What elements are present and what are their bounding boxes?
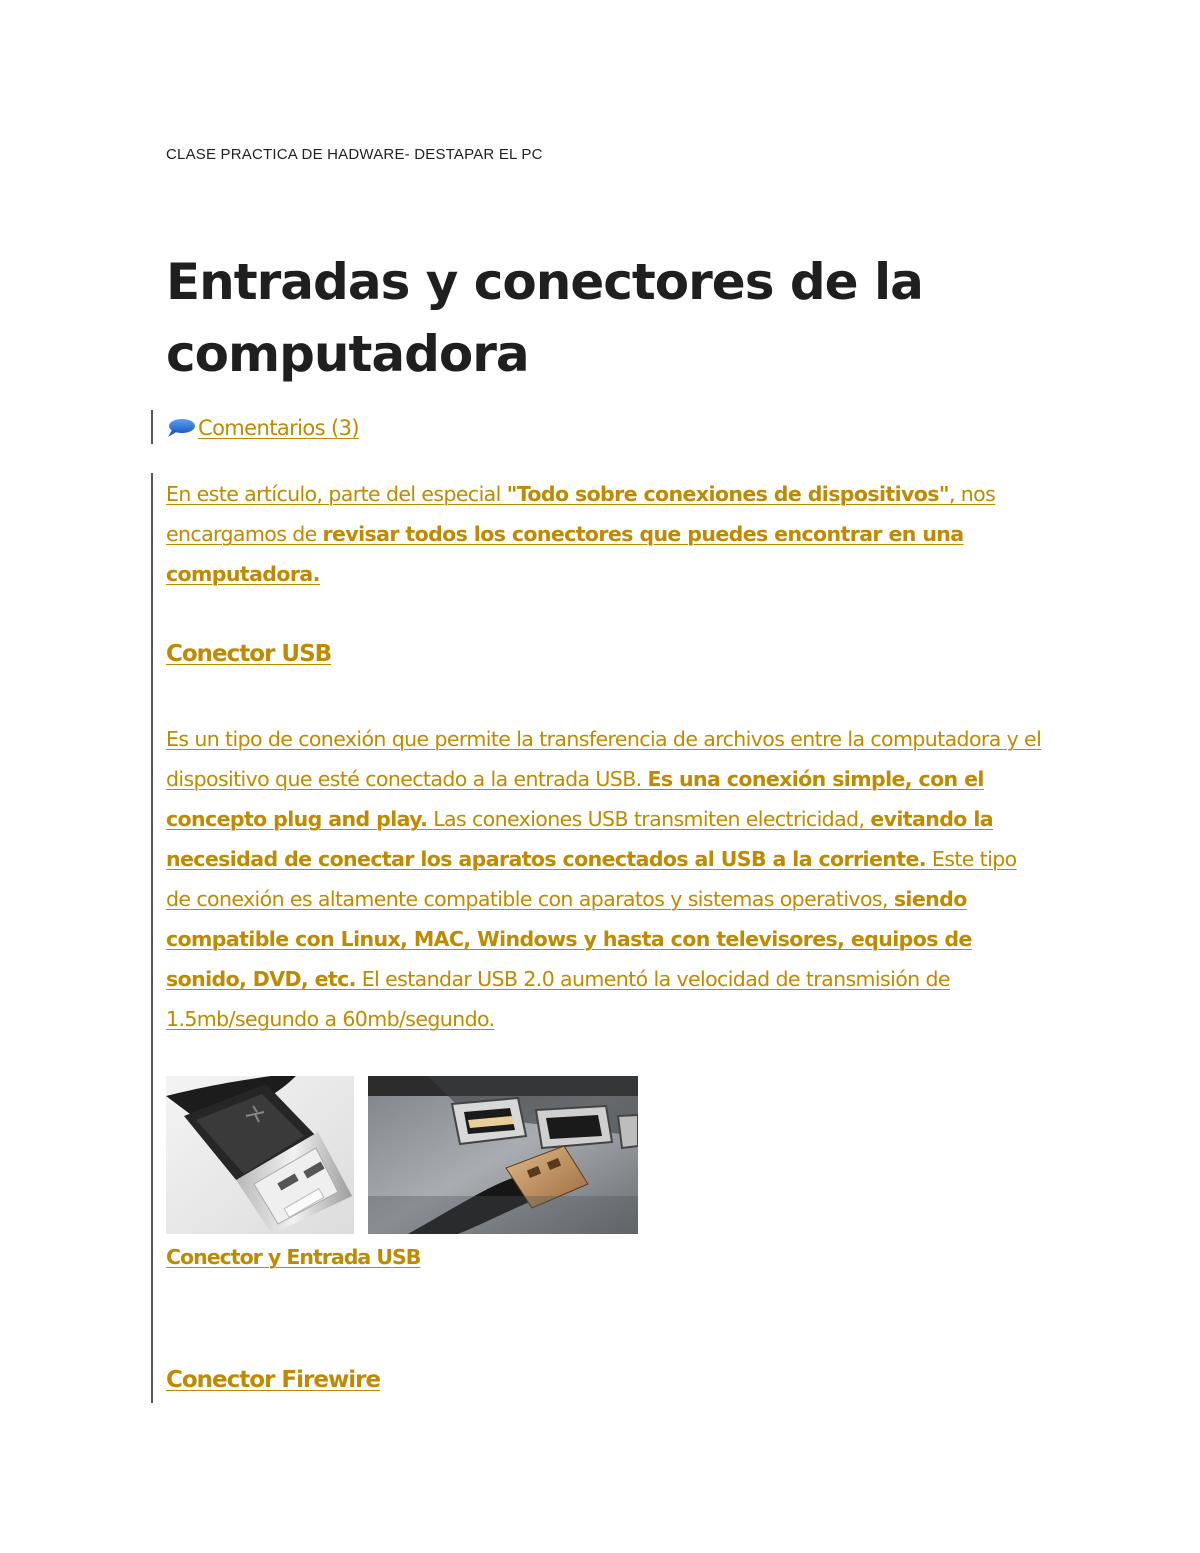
usb-text: El estandar USB 2.0 aumentó la velocidad de transmisión de 1.5mb/segundo a 60mb/segundo. xyxy=(166,967,950,1031)
usb-paragraph[interactable] xyxy=(166,719,1046,1039)
usb-text: Este tipo de conexión es altamente compatible con aparatos y sistemas operativos, xyxy=(166,847,1017,911)
usb-text: Las conexiones USB transmiten electricidad, xyxy=(427,807,871,831)
revision-bar xyxy=(151,473,153,1403)
usb-text: Es un tipo de conexión que permite la transferencia de archivos entre la computadora y el dispositivo que esté conectado a la entrada USB. xyxy=(166,727,1042,791)
comments-label: Comentarios (3) xyxy=(198,416,359,440)
comments-link[interactable] xyxy=(166,416,359,440)
page-title: Entradas y conectores de la computadora xyxy=(166,253,923,383)
usb-port-photo xyxy=(368,1076,638,1234)
usb-bold: evitando la necesidad de conectar los aparatos conectados al USB a la corriente. xyxy=(166,807,993,871)
intro-paragraph[interactable] xyxy=(166,474,1046,594)
image-caption[interactable]: Conector y Entrada USB xyxy=(166,1245,421,1269)
document-header: CLASE PRACTICA DE HADWARE- DESTAPAR EL PC xyxy=(166,146,543,163)
intro-bold: "Todo sobre conexiones de dispositivos" xyxy=(506,482,949,506)
usb-heading[interactable]: Conector USB xyxy=(166,641,332,667)
speech-bubble-icon xyxy=(166,418,196,438)
intro-text: En este artículo, parte del especial xyxy=(166,482,507,506)
firewire-heading[interactable]: Conector Firewire xyxy=(166,1367,381,1393)
intro-text: , nos encargamos de xyxy=(166,482,996,546)
usb-bold: Es una conexión simple, con el concepto plug and play. xyxy=(166,767,984,831)
usb-plug-photo xyxy=(166,1076,354,1234)
intro-bold: revisar todos los conectores que puedes encontrar en una computadora. xyxy=(166,522,964,586)
usb-bold: siendo compatible con Linux, MAC, Windows y hasta con televisores, equipos de sonido, DVD, etc. xyxy=(166,887,972,991)
revision-bar xyxy=(151,410,153,444)
